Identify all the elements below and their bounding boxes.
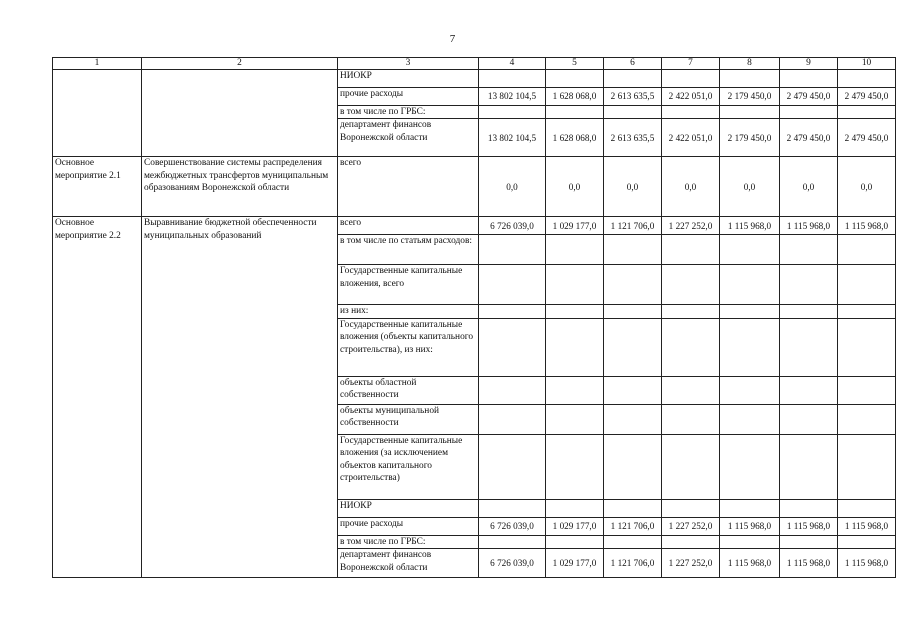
- header-cell: 2: [142, 58, 338, 70]
- value-cell: [720, 535, 780, 548]
- value-cell: [662, 106, 720, 119]
- value-cell: [479, 535, 546, 548]
- value-cell: [546, 265, 604, 305]
- value-cell: [838, 376, 896, 404]
- value-cell: 1 628 068,0: [546, 88, 604, 106]
- value-cell: 1 115 968,0: [780, 517, 838, 535]
- value-cell: [479, 305, 546, 318]
- value-cell: 0,0: [479, 157, 546, 217]
- block-measure-2-2: [53, 217, 896, 578]
- value-cell: 1 121 706,0: [604, 549, 662, 578]
- value-cell: [720, 404, 780, 434]
- value-cell: [662, 499, 720, 517]
- value-cell: [838, 499, 896, 517]
- row-label: прочие расходы: [338, 88, 479, 106]
- value-cell: 13 802 104,5: [479, 119, 546, 157]
- value-cell: 1 115 968,0: [838, 549, 896, 578]
- value-cell: [780, 265, 838, 305]
- value-cell: [838, 535, 896, 548]
- row-label: всего: [338, 217, 479, 235]
- value-cell: 0,0: [662, 157, 720, 217]
- measure-name-cell: Основное мероприятие 2.2: [53, 217, 142, 578]
- header-cell: 9: [780, 58, 838, 70]
- row-label: департамент финансов Воронежской области: [338, 549, 479, 578]
- value-cell: 0,0: [720, 157, 780, 217]
- header-cell: 4: [479, 58, 546, 70]
- value-cell: [838, 404, 896, 434]
- value-cell: 0,0: [780, 157, 838, 217]
- value-cell: [479, 499, 546, 517]
- measure-name-cell: [53, 70, 142, 157]
- value-cell: [546, 404, 604, 434]
- value-cell: [604, 535, 662, 548]
- table-row: [53, 217, 896, 235]
- value-cell: [838, 235, 896, 265]
- value-cell: [780, 106, 838, 119]
- value-cell: [662, 318, 720, 376]
- value-cell: [604, 265, 662, 305]
- value-cell: [780, 305, 838, 318]
- value-cell: 2 479 450,0: [780, 88, 838, 106]
- header-cell: 1: [53, 58, 142, 70]
- value-cell: [780, 318, 838, 376]
- value-cell: [780, 404, 838, 434]
- value-cell: 1 115 968,0: [720, 549, 780, 578]
- row-label: объекты областной собственности: [338, 376, 479, 404]
- value-cell: 1 115 968,0: [720, 217, 780, 235]
- value-cell: [662, 535, 720, 548]
- value-cell: 1 115 968,0: [780, 549, 838, 578]
- row-label: объекты муниципальной собственности: [338, 404, 479, 434]
- value-cell: 6 726 039,0: [479, 217, 546, 235]
- value-cell: [838, 265, 896, 305]
- value-cell: [546, 235, 604, 265]
- value-cell: [662, 265, 720, 305]
- value-cell: [546, 499, 604, 517]
- value-cell: 1 029 177,0: [546, 217, 604, 235]
- value-cell: [780, 70, 838, 88]
- value-cell: [720, 434, 780, 499]
- header-cell: 7: [662, 58, 720, 70]
- value-cell: [838, 305, 896, 318]
- value-cell: [662, 70, 720, 88]
- value-cell: 0,0: [604, 157, 662, 217]
- value-cell: 1 115 968,0: [838, 517, 896, 535]
- value-cell: [479, 404, 546, 434]
- header-cell: 10: [838, 58, 896, 70]
- row-label: в том числе по ГРБС:: [338, 106, 479, 119]
- value-cell: [662, 434, 720, 499]
- value-cell: [546, 106, 604, 119]
- header-row: [53, 58, 896, 70]
- value-cell: [662, 235, 720, 265]
- header-cell: 8: [720, 58, 780, 70]
- value-cell: [720, 106, 780, 119]
- value-cell: [604, 434, 662, 499]
- row-label: НИОКР: [338, 70, 479, 88]
- value-cell: 1 115 968,0: [780, 217, 838, 235]
- value-cell: 1 121 706,0: [604, 217, 662, 235]
- header-cell: 3: [338, 58, 479, 70]
- value-cell: [479, 376, 546, 404]
- value-cell: [720, 499, 780, 517]
- value-cell: 1 628 068,0: [546, 119, 604, 157]
- value-cell: 1 029 177,0: [546, 549, 604, 578]
- value-cell: [546, 70, 604, 88]
- value-cell: [546, 305, 604, 318]
- value-cell: 2 479 450,0: [838, 88, 896, 106]
- value-cell: [604, 70, 662, 88]
- value-cell: [780, 376, 838, 404]
- value-cell: 1 227 252,0: [662, 217, 720, 235]
- value-cell: 13 802 104,5: [479, 88, 546, 106]
- row-label: Государственные капитальные вложения (за исключением объектов капитального строительства): [338, 434, 479, 499]
- value-cell: [546, 376, 604, 404]
- row-label: прочие расходы: [338, 517, 479, 535]
- row-label: в том числе по статьям расходов:: [338, 235, 479, 265]
- value-cell: 2 479 450,0: [780, 119, 838, 157]
- value-cell: 1 029 177,0: [546, 517, 604, 535]
- value-cell: [604, 376, 662, 404]
- budget-table: [52, 57, 896, 578]
- table-row: [53, 157, 896, 217]
- measure-title-cell: Совершенствование системы распределения межбюджетных трансфертов муниципальным образованиям Воронежской области: [142, 157, 338, 217]
- value-cell: [479, 265, 546, 305]
- measure-title-cell: [142, 70, 338, 157]
- row-label: всего: [338, 157, 479, 217]
- value-cell: 1 227 252,0: [662, 549, 720, 578]
- header-cell: 5: [546, 58, 604, 70]
- value-cell: 0,0: [838, 157, 896, 217]
- value-cell: [479, 434, 546, 499]
- value-cell: [479, 235, 546, 265]
- value-cell: [780, 235, 838, 265]
- value-cell: [604, 318, 662, 376]
- value-cell: 0,0: [546, 157, 604, 217]
- value-cell: [662, 305, 720, 318]
- value-cell: [604, 404, 662, 434]
- value-cell: [838, 434, 896, 499]
- value-cell: [604, 235, 662, 265]
- value-cell: 2 479 450,0: [838, 119, 896, 157]
- value-cell: 1 121 706,0: [604, 517, 662, 535]
- value-cell: [720, 70, 780, 88]
- measure-name-cell: Основное мероприятие 2.1: [53, 157, 142, 217]
- value-cell: [838, 70, 896, 88]
- value-cell: 2 179 450,0: [720, 119, 780, 157]
- value-cell: 2 422 051,0: [662, 119, 720, 157]
- value-cell: [662, 376, 720, 404]
- row-label: Государственные капитальные вложения, всего: [338, 265, 479, 305]
- value-cell: [720, 305, 780, 318]
- value-cell: 1 115 968,0: [838, 217, 896, 235]
- value-cell: 2 613 635,5: [604, 88, 662, 106]
- value-cell: 2 613 635,5: [604, 119, 662, 157]
- block-continuation: [53, 70, 896, 157]
- value-cell: [546, 318, 604, 376]
- value-cell: [720, 318, 780, 376]
- value-cell: [604, 106, 662, 119]
- value-cell: [604, 499, 662, 517]
- value-cell: 6 726 039,0: [479, 517, 546, 535]
- value-cell: 2 422 051,0: [662, 88, 720, 106]
- page-number: 7: [449, 33, 456, 45]
- table-row: [53, 70, 896, 88]
- value-cell: [780, 434, 838, 499]
- value-cell: [720, 376, 780, 404]
- value-cell: [662, 404, 720, 434]
- value-cell: [838, 106, 896, 119]
- value-cell: [604, 305, 662, 318]
- value-cell: 2 179 450,0: [720, 88, 780, 106]
- row-label: департамент финансов Воронежской области: [338, 119, 479, 157]
- row-label: НИОКР: [338, 499, 479, 517]
- value-cell: [780, 535, 838, 548]
- value-cell: [546, 535, 604, 548]
- row-label: из них:: [338, 305, 479, 318]
- value-cell: 6 726 039,0: [479, 549, 546, 578]
- block-measure-2-1: [53, 157, 896, 217]
- value-cell: 1 115 968,0: [720, 517, 780, 535]
- value-cell: [838, 318, 896, 376]
- value-cell: [479, 106, 546, 119]
- header-cell: 6: [604, 58, 662, 70]
- measure-title-cell: Выравнивание бюджетной обеспеченности муниципальных образований: [142, 217, 338, 578]
- value-cell: [546, 434, 604, 499]
- value-cell: [780, 499, 838, 517]
- value-cell: 1 227 252,0: [662, 517, 720, 535]
- value-cell: [720, 265, 780, 305]
- value-cell: [720, 235, 780, 265]
- row-label: Государственные капитальные вложения (объекты капитального строительства), из них:: [338, 318, 479, 376]
- value-cell: [479, 318, 546, 376]
- value-cell: [479, 70, 546, 88]
- row-label: в том числе по ГРБС:: [338, 535, 479, 548]
